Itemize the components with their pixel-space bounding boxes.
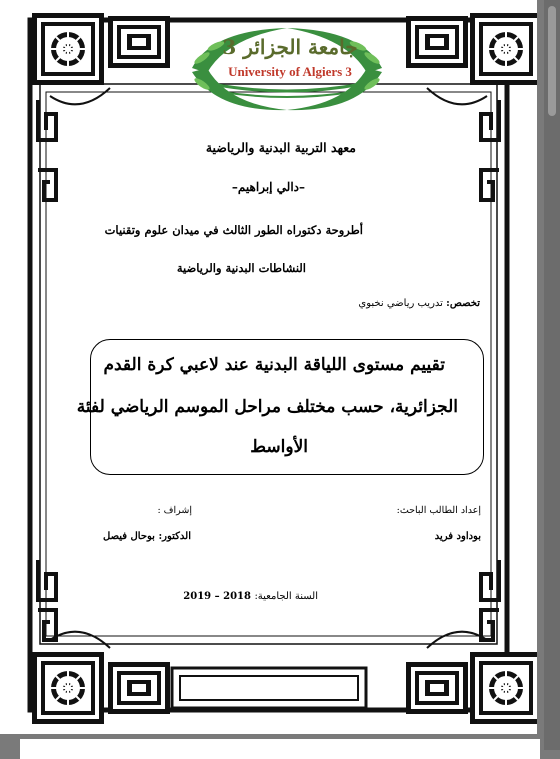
supervisor-name: الدكتور: بوحال فيصل bbox=[103, 531, 191, 542]
corner-ornament-top-left bbox=[32, 13, 104, 85]
thesis-title-line2: الجزائرية، حسب مختلف مراحل الموسم الرياضي لفئة bbox=[76, 397, 458, 417]
university-logo bbox=[172, 22, 402, 114]
university-logo-text: University of Algiers 3 bbox=[228, 64, 352, 79]
specialization bbox=[358, 298, 480, 309]
institute-location: –دالي إبراهيم– bbox=[231, 180, 305, 194]
bottom-ornament-left bbox=[108, 662, 170, 714]
institute-name: معهد التربية البدنية والرياضية bbox=[205, 140, 356, 155]
thesis-type-line2: النشاطات البدنية والرياضية bbox=[176, 261, 306, 275]
corner-ornament-bottom-right bbox=[470, 652, 537, 724]
student-name: بوداود فريد bbox=[434, 531, 481, 542]
specialization-value: تدريب رياضي نخبوي bbox=[358, 298, 443, 309]
specialization-label: تخصص: bbox=[446, 298, 480, 309]
thesis-title-line3: الأواسط bbox=[250, 437, 308, 457]
bottom-ornament-right bbox=[406, 662, 468, 714]
next-page-edge bbox=[20, 739, 540, 759]
university-logo-arabic: جامعة الجزائر 3 bbox=[222, 35, 358, 59]
top-ornament-right bbox=[406, 16, 468, 68]
prepared-by-label: إعداد الطالب الباحث: bbox=[396, 505, 481, 516]
supervision-label: إشراف : bbox=[157, 505, 192, 516]
corner-ornament-bottom-left bbox=[32, 652, 104, 724]
academic-year-label: السنة الجامعية: bbox=[254, 591, 318, 602]
thesis-title-line1: تقييم مستوى اللياقة البدنية عند لاعبي كرة القدم bbox=[103, 355, 445, 375]
academic-year-value: 2018 – 2019 bbox=[183, 591, 251, 602]
scrollbar-thumb[interactable] bbox=[548, 6, 556, 116]
academic-year bbox=[183, 591, 318, 602]
corner-ornament-top-right bbox=[470, 13, 537, 85]
top-ornament-left bbox=[108, 16, 170, 68]
thesis-type-line1: أطروحة دكتوراه الطور الثالث في ميدان علوم وتقنيات bbox=[104, 223, 363, 237]
